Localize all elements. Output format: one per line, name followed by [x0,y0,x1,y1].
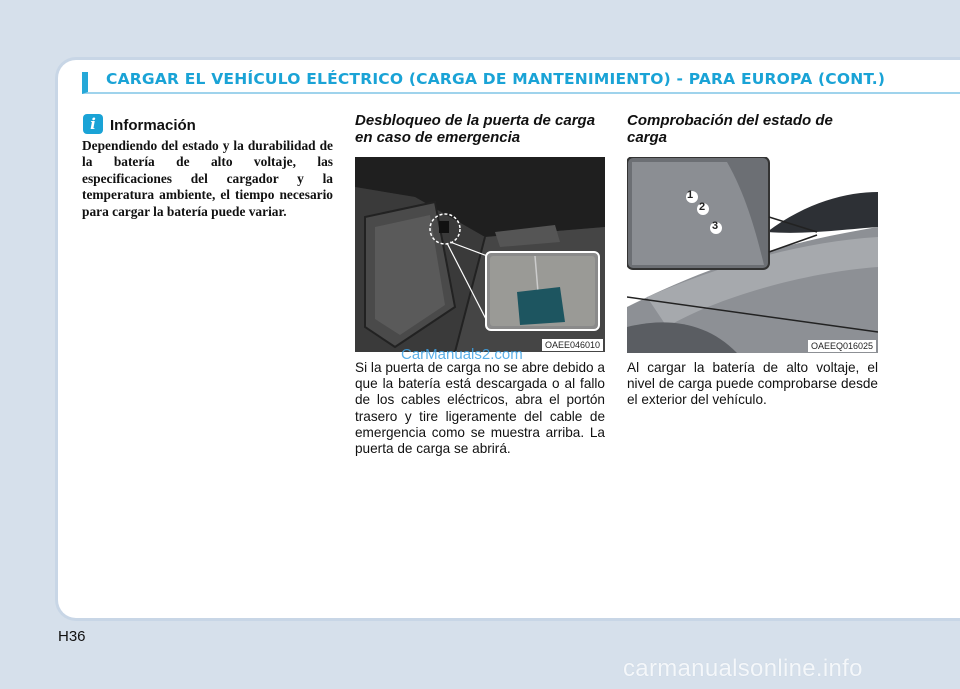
page-title: CARGAR EL VEHÍCULO ELÉCTRICO (CARGA DE MANTENIMIENTO) - PARA EUROPA (CONT.) [106,70,886,88]
watermark: CarManuals2.com [401,346,523,363]
section2-title: Comprobación del estado de carga [627,112,833,146]
car-illustration [627,157,878,353]
page-tab [938,60,960,65]
figure-code: OAEEQ016025 [808,340,876,352]
trunk-figure [355,157,605,352]
figure-code: OAEE046010 [542,339,603,351]
section2-body: Al cargar la batería de alto voltaje, el nivel de carga puede comprobarse desde el exterior del vehículo. [627,360,878,408]
section1-body: Si la puerta de carga no se abre debido a que la batería está descargada o al fallo de los cables eléctricos, abra el portón trasero y tire ligeramente del cable de emergencia como se muestra arriba. La puerta de carga se abrirá. [355,360,605,457]
marker-3: 3 [712,220,719,232]
footer-watermark: carmanualsonline.info [623,655,863,682]
car-figure [627,157,878,353]
section-header [82,72,960,94]
page-number: H36 [58,628,86,645]
section1-title: Desbloqueo de la puerta de carga en caso de emergencia [355,112,596,146]
trunk-illustration [355,157,605,352]
marker-1: 1 [687,189,694,201]
info-body: Dependiendo del estado y la durabilidad de la batería de alto voltaje, las especificaciones del cargador y la temperatura ambiente, el tiempo necesario para cargar la batería puede variar. [82,138,333,219]
marker-2: 2 [699,201,706,213]
info-icon: i [83,114,103,134]
info-title: Información [110,117,196,134]
